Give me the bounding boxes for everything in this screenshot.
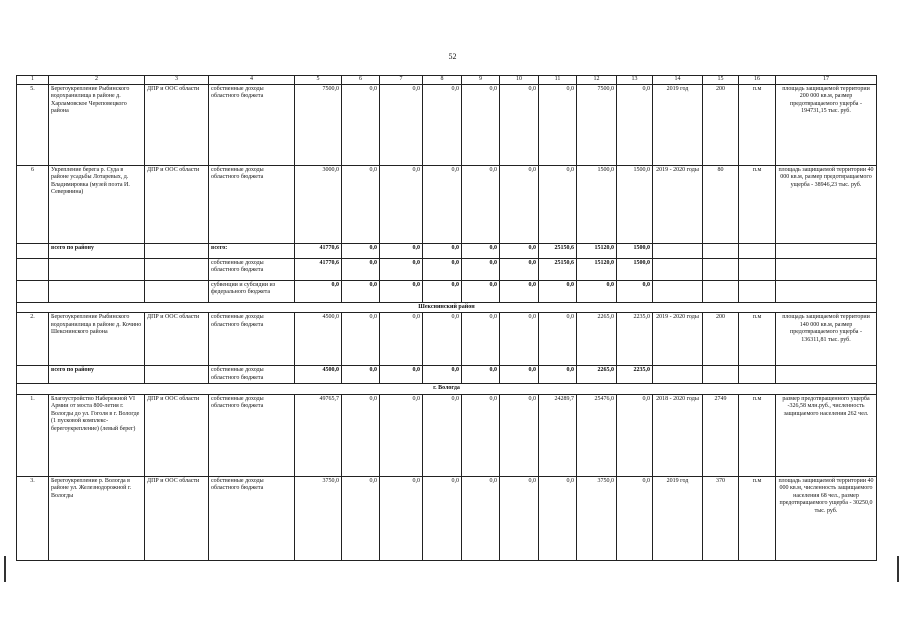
row-number: 5. (17, 84, 49, 165)
value-cell: 0,0 (423, 243, 462, 258)
column-header: 16 (739, 76, 776, 85)
table-row (17, 165, 877, 243)
value-cell: 4500,0 (295, 313, 342, 366)
column-header: 4 (209, 76, 295, 85)
object-name: Благоустройство Набережной VI Армии от моста 800-летия г. Вологды до ул. Гоголя в г. Вологде (1 пусковой комплекс-берегоукрепление) (левый берег) (49, 394, 145, 476)
value-cell: 1500,0 (617, 165, 653, 243)
row-number: 6 (17, 165, 49, 243)
value-cell: 2235,0 (617, 313, 653, 366)
effect: площадь защищаемой территории 140 000 кв.м, размер предотвращаемого ущерба - 136311,81 тыс. руб. (776, 313, 877, 366)
scan-edge-mark (897, 556, 899, 582)
value-cell: 0,0 (380, 243, 423, 258)
header-row (17, 76, 877, 85)
value-cell: 4500,0 (295, 366, 342, 384)
value-cell: 0,0 (380, 84, 423, 165)
value-cell: 0,0 (500, 394, 539, 476)
value-cell: 0,0 (500, 366, 539, 384)
value-cell: 0,0 (423, 84, 462, 165)
period: 2019 год (653, 84, 703, 165)
value-cell: 0,0 (500, 258, 539, 280)
value-cell: 0,0 (423, 313, 462, 366)
value-cell: 0,0 (539, 280, 577, 302)
value-cell: 0,0 (617, 280, 653, 302)
value-cell: 3750,0 (577, 476, 617, 560)
column-header: 6 (342, 76, 380, 85)
row-number: 2. (17, 313, 49, 366)
page-number: 52 (448, 52, 457, 61)
value-cell: 0,0 (539, 476, 577, 560)
value-cell: 0,0 (500, 313, 539, 366)
value-cell: 15120,0 (577, 258, 617, 280)
value-cell: 0,0 (462, 476, 500, 560)
value-cell: 1500,0 (617, 258, 653, 280)
value-cell: 0,0 (617, 84, 653, 165)
column-header: 13 (617, 76, 653, 85)
funding-source: собственные доходы областного бюджета (209, 394, 295, 476)
value-cell: 0,0 (462, 84, 500, 165)
value-cell: 0,0 (423, 258, 462, 280)
value-cell: 0,0 (342, 476, 380, 560)
column-header: 15 (703, 76, 739, 85)
value-cell: 0,0 (342, 313, 380, 366)
unit: п.м (739, 394, 776, 476)
value-cell: 15120,0 (577, 243, 617, 258)
total-label: всего по району (49, 243, 145, 258)
period: 2018 - 2020 годы (653, 394, 703, 476)
executor: ДПР и ООС области (145, 476, 209, 560)
budget-table (16, 75, 877, 561)
value-cell: 1500,0 (577, 165, 617, 243)
value-cell: 0,0 (617, 394, 653, 476)
funding-source: всего: (209, 243, 295, 258)
value-cell: 0,0 (500, 243, 539, 258)
value-cell: 0,0 (462, 313, 500, 366)
table-row (17, 84, 877, 165)
value-cell: 0,0 (342, 243, 380, 258)
column-header: 3 (145, 76, 209, 85)
effect: площадь защищаемой территории 40 000 кв.м, размер предотвращаемого ущерба - 38946,23 тыс. руб. (776, 165, 877, 243)
value-cell: 0,0 (423, 394, 462, 476)
effect: площадь защищаемой территории 200 000 кв.м, размер предотвращаемого ущерба - 194731,15 тыс. руб. (776, 84, 877, 165)
funding-source: субвенции и субсидии из федерального бюджета (209, 280, 295, 302)
row-number: 1. (17, 394, 49, 476)
value-cell: 0,0 (500, 165, 539, 243)
value-cell: 2265,0 (577, 313, 617, 366)
total-label: всего по району (49, 366, 145, 384)
value-cell: 0,0 (423, 476, 462, 560)
value-cell: 0,0 (617, 476, 653, 560)
value-cell: 3750,0 (295, 476, 342, 560)
period: 2019 год (653, 476, 703, 560)
value-cell: 49765,7 (295, 394, 342, 476)
column-header: 8 (423, 76, 462, 85)
value-cell: 0,0 (380, 280, 423, 302)
section-row (17, 384, 877, 395)
value-cell: 0,0 (539, 84, 577, 165)
value-cell: 0,0 (423, 280, 462, 302)
value-cell: 0,0 (342, 84, 380, 165)
effect: площадь защищаемой территории 40 000 кв.м, численность защищаемого населения 68 чел., размер предотвращаемого ущерба - 30250,0 тыс. руб. (776, 476, 877, 560)
quantity: 370 (703, 476, 739, 560)
value-cell: 0,0 (462, 394, 500, 476)
executor: ДПР и ООС области (145, 394, 209, 476)
total-row (17, 258, 877, 280)
unit: п.м (739, 165, 776, 243)
unit: п.м (739, 476, 776, 560)
funding-source: собственные доходы областного бюджета (209, 165, 295, 243)
scan-edge-mark (4, 556, 6, 582)
value-cell: 0,0 (577, 280, 617, 302)
value-cell: 0,0 (462, 165, 500, 243)
value-cell: 0,0 (380, 366, 423, 384)
funding-source: собственные доходы областного бюджета (209, 258, 295, 280)
value-cell: 25150,6 (539, 258, 577, 280)
quantity: 80 (703, 165, 739, 243)
value-cell: 0,0 (539, 313, 577, 366)
value-cell: 0,0 (342, 258, 380, 280)
object-name: Берегоукрепление Рыбинского водохранилища в районе д. Кочино Шекснинского района (49, 313, 145, 366)
executor: ДПР и ООС области (145, 84, 209, 165)
value-cell: 0,0 (380, 476, 423, 560)
value-cell: 0,0 (380, 394, 423, 476)
budget-table-wrap (16, 75, 876, 561)
row-number: 3. (17, 476, 49, 560)
column-header: 9 (462, 76, 500, 85)
column-header: 11 (539, 76, 577, 85)
value-cell: 0,0 (462, 243, 500, 258)
quantity: 200 (703, 313, 739, 366)
value-cell: 0,0 (342, 280, 380, 302)
table-row (17, 476, 877, 560)
object-name: Берегоукрепление р. Вологда в районе ул. Железнодорожной г. Вологды (49, 476, 145, 560)
value-cell: 7500,0 (577, 84, 617, 165)
total-row (17, 366, 877, 384)
value-cell: 0,0 (462, 280, 500, 302)
object-name: Берегоукрепление Рыбинского водохранилища в районе д. Харламовское Череповецкого района (49, 84, 145, 165)
value-cell: 2265,0 (577, 366, 617, 384)
section-title: г. Вологда (17, 384, 877, 395)
value-cell: 0,0 (423, 165, 462, 243)
value-cell: 0,0 (380, 313, 423, 366)
value-cell: 0,0 (462, 258, 500, 280)
effect: размер предотвращенного ущерба -326,58 млн.руб., численность защищаемого населения 262 чел. (776, 394, 877, 476)
value-cell: 24289,7 (539, 394, 577, 476)
column-header: 7 (380, 76, 423, 85)
table-row (17, 313, 877, 366)
value-cell: 1500,0 (617, 243, 653, 258)
value-cell: 0,0 (462, 366, 500, 384)
column-header: 5 (295, 76, 342, 85)
table-row (17, 394, 877, 476)
funding-source: собственные доходы областного бюджета (209, 84, 295, 165)
column-header: 17 (776, 76, 877, 85)
value-cell: 0,0 (500, 476, 539, 560)
value-cell: 25476,0 (577, 394, 617, 476)
value-cell: 3000,0 (295, 165, 342, 243)
value-cell: 2235,0 (617, 366, 653, 384)
column-header: 12 (577, 76, 617, 85)
value-cell: 0,0 (539, 366, 577, 384)
total-row (17, 280, 877, 302)
column-header: 2 (49, 76, 145, 85)
value-cell: 0,0 (500, 280, 539, 302)
funding-source: собственные доходы областного бюджета (209, 366, 295, 384)
total-row (17, 243, 877, 258)
value-cell: 41770,6 (295, 243, 342, 258)
value-cell: 7500,0 (295, 84, 342, 165)
quantity: 200 (703, 84, 739, 165)
value-cell: 25150,6 (539, 243, 577, 258)
column-header: 1 (17, 76, 49, 85)
value-cell: 0,0 (539, 165, 577, 243)
section-row (17, 302, 877, 313)
column-header: 10 (500, 76, 539, 85)
executor: ДПР и ООС области (145, 313, 209, 366)
executor: ДПР и ООС области (145, 165, 209, 243)
column-header: 14 (653, 76, 703, 85)
quantity: 2749 (703, 394, 739, 476)
object-name: Укрепление берега р. Суда в районе усадьбы Лотаревых, д. Владимировка (музей поэта И. Северянина) (49, 165, 145, 243)
section-title: Шекснинский район (17, 302, 877, 313)
value-cell: 0,0 (380, 165, 423, 243)
value-cell: 0,0 (342, 394, 380, 476)
unit: п.м (739, 313, 776, 366)
value-cell: 0,0 (295, 280, 342, 302)
value-cell: 0,0 (342, 366, 380, 384)
value-cell: 0,0 (423, 366, 462, 384)
value-cell: 0,0 (380, 258, 423, 280)
unit: п.м (739, 84, 776, 165)
value-cell: 41770,6 (295, 258, 342, 280)
period: 2019 - 2020 годы (653, 165, 703, 243)
funding-source: собственные доходы областного бюджета (209, 313, 295, 366)
funding-source: собственные доходы областного бюджета (209, 476, 295, 560)
value-cell: 0,0 (500, 84, 539, 165)
period: 2019 - 2020 годы (653, 313, 703, 366)
value-cell: 0,0 (342, 165, 380, 243)
